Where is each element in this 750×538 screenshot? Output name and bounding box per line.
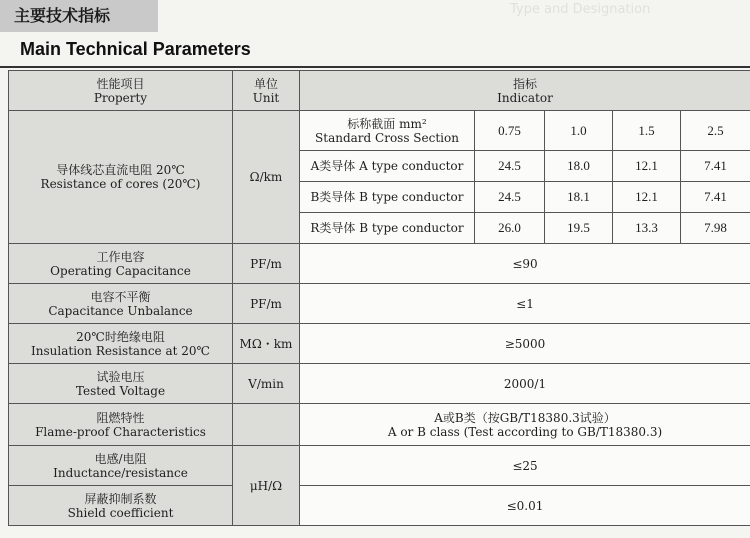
resistance-value: 13.3	[613, 213, 681, 244]
header-property-cn: 性能项目	[96, 76, 145, 91]
tested-voltage-row	[9, 364, 750, 404]
operating-capacitance-row	[9, 244, 750, 284]
property-en: Insulation Resistance at 20℃	[31, 343, 210, 358]
property-cell	[9, 446, 233, 486]
flame-proof-row	[9, 404, 750, 446]
resistance-value: 18.1	[545, 182, 613, 213]
table-header-row	[9, 71, 750, 111]
size-cell: 2.5	[681, 111, 750, 151]
property-cn: 20℃时绝缘电阻	[76, 329, 165, 344]
property-cn: 工作电容	[96, 249, 145, 264]
unit-cell: V/min	[233, 364, 300, 404]
cross-section-en: Standard Cross Section	[315, 130, 459, 145]
unit-cell: PF/m	[233, 284, 300, 324]
resistance-value: 18.0	[545, 151, 613, 182]
title-rule	[0, 66, 750, 68]
resistance-value: 24.5	[475, 182, 545, 213]
indicator-value: ≤0.01	[300, 486, 750, 526]
indicator-value: ≤90	[300, 244, 750, 284]
unit-cell: PF/m	[233, 244, 300, 284]
size-cell: 1.5	[613, 111, 681, 151]
property-cell	[9, 364, 233, 404]
property-en: Capacitance Unbalance	[48, 303, 193, 318]
conductor-label: B类导体 B type conductor	[300, 182, 475, 213]
header-indicator-en: Indicator	[497, 90, 553, 105]
resistance-value: 26.0	[475, 213, 545, 244]
property-cell	[9, 244, 233, 284]
conductor-label: R类导体 B type conductor	[300, 213, 475, 244]
header-indicator-cn: 指标	[513, 76, 538, 91]
resistance-value: 12.1	[613, 182, 681, 213]
bleed-through-text: Type and Designation	[510, 2, 651, 17]
property-en: Tested Voltage	[75, 383, 166, 398]
resistance-value: 12.1	[613, 151, 681, 182]
property-cell	[9, 486, 233, 526]
capacitance-unbalance-row	[9, 284, 750, 324]
header-property-en: Property	[93, 90, 148, 105]
resistance-property-cell	[9, 111, 233, 244]
cross-section-cn: 标称截面 mm²	[347, 116, 427, 131]
resistance-value: 7.41	[681, 151, 750, 182]
shield-coefficient-row	[9, 486, 750, 526]
property-cell	[9, 284, 233, 324]
property-cn: 阻燃特性	[96, 410, 145, 425]
header-property	[9, 71, 233, 111]
header-unit-cn: 单位	[253, 76, 278, 91]
indicator-value: ≤25	[300, 446, 750, 486]
unit-cell: MΩ・km	[233, 324, 300, 364]
section-header: 主要技术指标	[0, 0, 158, 32]
property-cn: 屏蔽抑制系数	[84, 491, 157, 506]
header-unit	[233, 71, 300, 111]
size-cell: 0.75	[475, 111, 545, 151]
unit-cell	[233, 404, 300, 446]
resistance-value: 7.41	[681, 182, 750, 213]
indicator-value-en: A or B class (Test according to GB/T18380.3)	[387, 424, 663, 439]
resistance-value: 24.5	[475, 151, 545, 182]
header-unit-en: Unit	[252, 90, 280, 105]
property-cn: 电感/电阻	[94, 451, 147, 466]
resistance-value: 7.98	[681, 213, 750, 244]
indicator-value: ≤1	[300, 284, 750, 324]
header-indicator	[300, 71, 750, 111]
parameters-table	[8, 70, 750, 526]
size-cell: 1.0	[545, 111, 613, 151]
indicator-value: 2000/1	[300, 364, 750, 404]
resistance-property-en: Resistance of cores (20℃)	[40, 177, 201, 191]
unit-cell: μH/Ω	[233, 446, 300, 526]
property-en: Inductance/resistance	[53, 465, 188, 480]
indicator-value: ≥5000	[300, 324, 750, 364]
cross-section-row	[9, 111, 750, 151]
conductor-label: A类导体 A type conductor	[300, 151, 475, 182]
property-cn: 电容不平衡	[90, 289, 151, 304]
property-cell	[9, 404, 233, 446]
cross-section-label	[300, 111, 475, 151]
property-en: Flame-proof Characteristics	[35, 424, 206, 439]
resistance-unit-cell: Ω/km	[233, 111, 300, 244]
property-en: Shield coefficient	[67, 505, 174, 520]
inductance-row	[9, 446, 750, 486]
insulation-resistance-row	[9, 324, 750, 364]
property-cell	[9, 324, 233, 364]
property-cn: 试验电压	[96, 369, 145, 384]
resistance-property-cn: 导体线芯直流电阻 20℃	[56, 163, 185, 177]
property-en: Operating Capacitance	[50, 263, 191, 278]
page-title: Main Technical Parameters	[20, 39, 251, 59]
indicator-value	[300, 404, 750, 446]
indicator-value-cn: A或B类（按GB/T18380.3试验）	[434, 410, 616, 425]
resistance-value: 19.5	[545, 213, 613, 244]
